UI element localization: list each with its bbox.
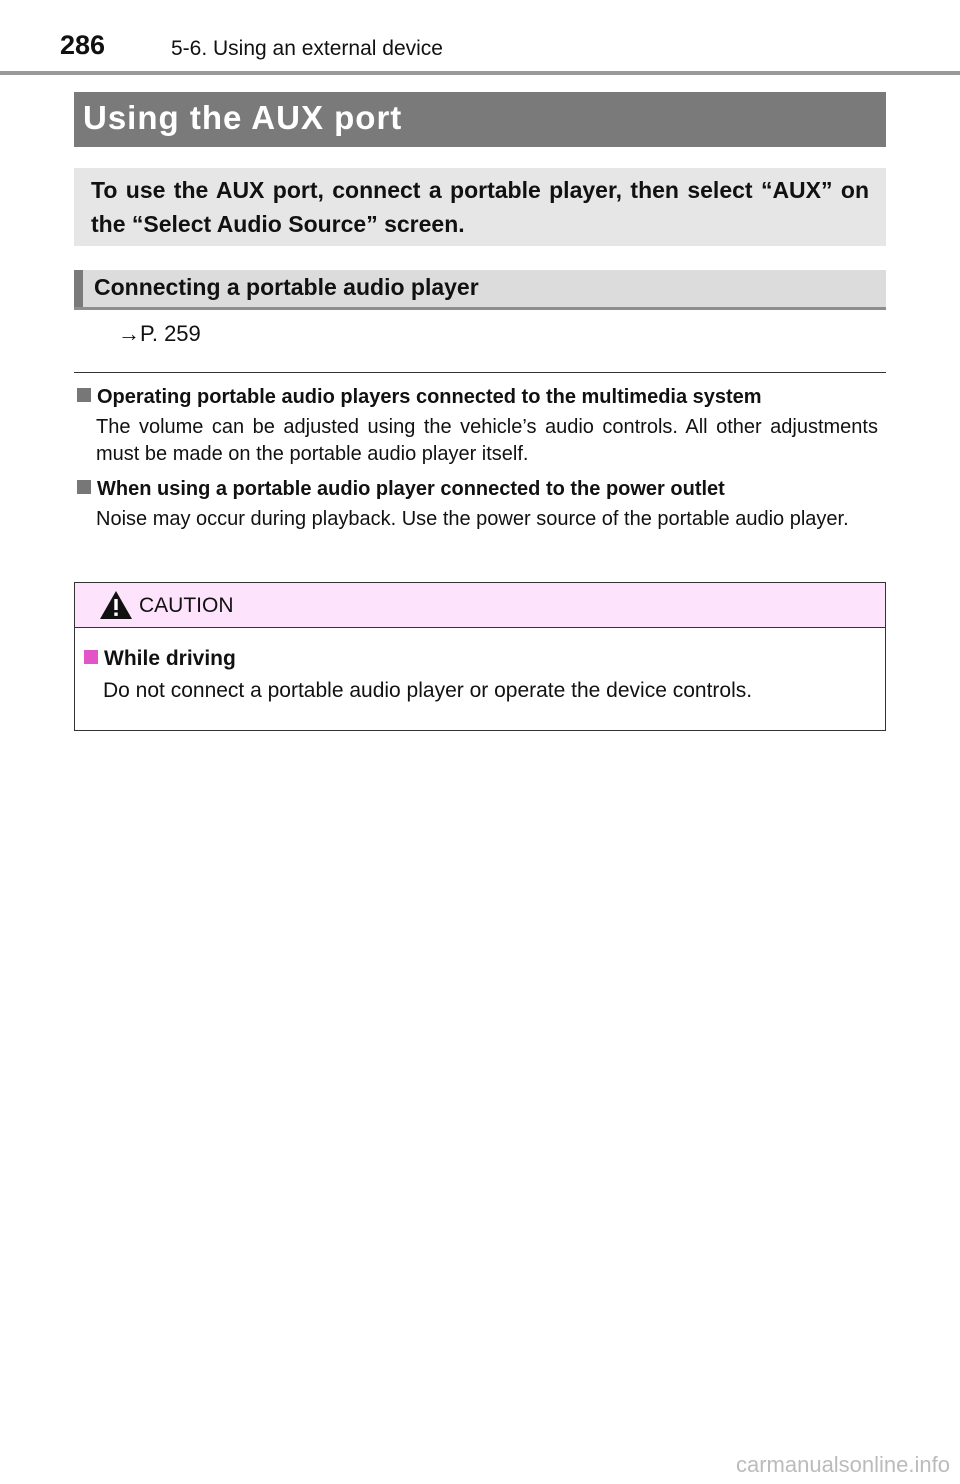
caution-label: CAUTION: [139, 594, 234, 617]
section-label: 5-6. Using an external device: [171, 37, 443, 60]
subsection-heading-bar: [74, 270, 886, 310]
square-bullet-icon: [84, 650, 98, 664]
intro-text: To use the AUX port, connect a portable player, then select “AUX” on the “Select Audio Source” screen.: [91, 177, 869, 237]
divider: [74, 372, 886, 373]
watermark: carmanualsonline.info: [735, 1452, 950, 1477]
note-block: [74, 476, 886, 533]
subsection-heading: Connecting a portable audio player: [94, 274, 479, 300]
note-heading: [74, 476, 886, 502]
title-bar: [74, 92, 886, 147]
warning-triangle-icon: [99, 590, 133, 620]
page-header: [0, 0, 960, 76]
caution-item-heading: [84, 647, 236, 671]
caution-box: [74, 582, 886, 731]
header-rule: [0, 71, 960, 75]
page-number: 286: [60, 30, 106, 60]
caution-header: [75, 583, 885, 628]
intro-box: [74, 168, 886, 246]
caution-item-heading-text: While driving: [104, 647, 236, 670]
square-bullet-icon: [77, 388, 91, 402]
square-bullet-icon: [77, 480, 91, 494]
page-reference-link[interactable]: →P. 259: [118, 321, 201, 346]
note-block: [74, 384, 886, 468]
note-body: The volume can be adjusted using the vehicle’s audio controls. All other adjustments must be made on the portable audio player itself.: [96, 416, 878, 465]
page-title: Using the AUX port: [83, 99, 403, 136]
caution-item-body: Do not connect a portable audio player or operate the device controls.: [103, 679, 753, 702]
note-heading-text: Operating portable audio players connected to the multimedia system: [97, 386, 762, 408]
note-heading: [74, 384, 886, 410]
note-body: Noise may occur during playback. Use the power source of the portable audio player.: [96, 508, 849, 530]
note-heading-text: When using a portable audio player connected to the power outlet: [97, 478, 725, 500]
subsection-marker: [74, 270, 83, 307]
